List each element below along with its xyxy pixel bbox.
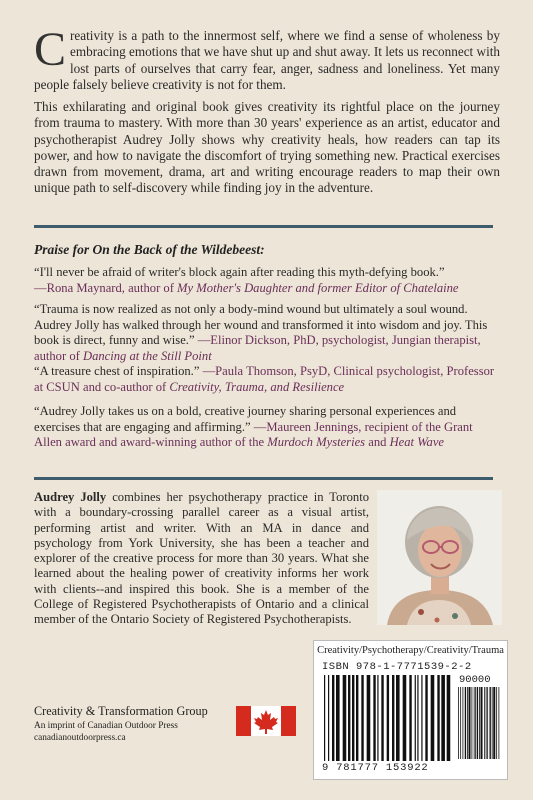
barcode-bar: [477, 687, 478, 759]
barcode-bar: [496, 687, 497, 759]
barcode-bar: [343, 675, 347, 761]
barcode-bar: [474, 687, 475, 759]
publisher-url: canadianoutdoorpress.ca: [34, 733, 126, 743]
barcode-bar: [465, 687, 466, 759]
quote-text: “A treasure chest of inspiration.”: [34, 364, 200, 378]
barcode-bar: [492, 687, 493, 759]
barcode-bar: [377, 675, 378, 761]
attribution-title: Heat Wave: [389, 435, 445, 450]
praise-quote: [34, 404, 500, 451]
attribution-text: —Paula Thomson, PsyD, Clinical psychologist, Professor at CSUN and co-author of: [34, 364, 495, 394]
author-name: Audrey Jolly: [34, 490, 107, 504]
barcode-bar: [415, 675, 416, 761]
attribution-title: My Mother's Daughter and former Editor of Chatelaine: [177, 280, 459, 295]
barcode-bar: [493, 687, 495, 759]
author-bio-text: combines her psychotherapy practice in Toronto with a boundary-crossing parallel career as a visual artist, performing artist and writer. With an MA in dance and psychology from York University, she has been a teacher and explorer of the creative process for more than 30 years. What she learned about the healing power of creativity informs her work with clients--and inspired this book. She is a member of the College of Registered Psychotherapists of Ontario and a clinical member of the Ontario Society of Registered Psychotherapists.: [34, 490, 370, 627]
attribution-title: Creativity, Trauma, and Resilience: [169, 379, 345, 394]
barcode-bar: [458, 687, 459, 759]
barcode-bar: [486, 687, 487, 759]
barcode-bar: [328, 675, 329, 761]
barcode-bar: [396, 675, 400, 761]
barcode-bar: [417, 675, 418, 761]
barcode-bar: [472, 687, 473, 759]
barcode-bar: [441, 675, 445, 761]
barcode-bar: [490, 687, 491, 759]
barcode-bar: [352, 675, 354, 761]
barcode-bar: [356, 675, 358, 761]
divider-rule-bottom: [34, 477, 493, 480]
barcode-bar: [332, 675, 334, 761]
barcode-bar: [484, 687, 485, 759]
barcode-bar: [348, 675, 350, 761]
barcode-bar: [467, 687, 468, 759]
barcode-bar: [324, 675, 325, 761]
praise-quote: [34, 364, 500, 395]
barcode-digits: 9 781777 153922: [322, 762, 429, 774]
canadian-flag-icon: [236, 706, 296, 736]
barcode-bar: [481, 687, 483, 759]
barcode-bar: [403, 675, 407, 761]
description-paragraph-2: This exhilarating and original book gives creativity its rightful place on the journey from trauma to mastery. With more than 30 years' experience as an artist, educator and psychotherapist Audrey Jolly shows why creativity heals, how readers can tap its power, and how to navigate the discomfort of trying something new. Practical exercises drawn from movement, drama, art and writing encourage readers to map their own unique path to self-discovery while finding joy in the adventure.: [34, 99, 500, 196]
barcode-bar: [499, 687, 500, 759]
barcode-bar: [409, 675, 411, 761]
attribution-title: Murdoch Mysteries: [267, 435, 366, 450]
barcode-bar: [487, 687, 488, 759]
quote-attribution: [34, 281, 459, 295]
barcode-bar: [361, 675, 363, 761]
attribution-text: —Maureen Jennings, recipient of the Grant Allen award and award-winning author of the: [34, 419, 473, 450]
author-photo: [377, 490, 502, 625]
barcode-bar: [425, 675, 427, 761]
attribution-text: and: [365, 435, 390, 450]
dropcap-letter: C: [34, 23, 67, 76]
ean-barcode-bars: [324, 675, 452, 761]
barcode-bar: [463, 687, 464, 759]
barcode-bar: [479, 687, 480, 759]
praise-quote: [34, 302, 500, 364]
description-paragraph-1-text: reativity is a path to the innermost self, where we find a sense of wholeness by embracing emotions that we have shut up and shut away. It lets us reconnect with lost parts of ourselves that carry fear, anger, sadness and loneliness. Yet many people falsely believe creativity is not for them.: [34, 28, 500, 92]
praise-quote: [34, 265, 500, 296]
isbn-number: ISBN 978-1-7771539-2-2: [322, 661, 472, 673]
barcode-bar: [421, 675, 422, 761]
barcode-bar: [392, 675, 394, 761]
author-portrait-icon: [377, 490, 502, 625]
praise-heading: Praise for On the Back of the Wildebeest:: [34, 242, 265, 257]
quote-text: “Trauma is now realized as not only a body-mind wound but ultimately a soul wound. Audrey Jolly has walked through her wound and transformed it into wisdom and joy. This book is direct, funny and wise.”: [34, 302, 488, 348]
publisher-block: [34, 704, 234, 743]
barcode-bar: [373, 675, 375, 761]
barcode-bar: [336, 675, 340, 761]
author-bio: [34, 490, 369, 628]
quote-text: “I'll never be afraid of writer's block again after reading this myth-defying book.”: [34, 265, 445, 279]
barcode-bar: [475, 687, 476, 759]
attribution-text: —Rona Maynard, author of: [34, 280, 178, 295]
description-paragraph-1: [34, 23, 500, 93]
barcode-bar: [367, 675, 371, 761]
attribution-text: —Elinor Dickson, PhD, psychologist, Jungian therapist, author of: [34, 333, 481, 363]
isbn-barcode-block: [313, 640, 508, 780]
publisher-name: Creativity & Transformation Group: [34, 704, 208, 718]
divider-rule-top: [34, 225, 493, 228]
barcode-bar: [387, 675, 389, 761]
barcode-bar: [447, 675, 451, 761]
quote-text: “Audrey Jolly takes us on a bold, creative journey sharing personal experiences and exercises that are engaging and affirming.”: [34, 404, 457, 434]
price-code: 90000: [459, 674, 491, 686]
barcode-bar: [437, 675, 439, 761]
attribution-title: Dancing at the Still Point: [82, 348, 212, 363]
barcode-bar: [469, 687, 471, 759]
barcode-bar: [381, 675, 383, 761]
barcode-bar: [431, 675, 435, 761]
barcode-category: Creativity/Psychotherapy/Creativity/Trauma: [317, 645, 504, 656]
price-barcode-bars: [458, 687, 500, 759]
publisher-imprint: An imprint of Canadian Outdoor Press: [34, 721, 178, 731]
barcode-bar: [460, 687, 461, 759]
